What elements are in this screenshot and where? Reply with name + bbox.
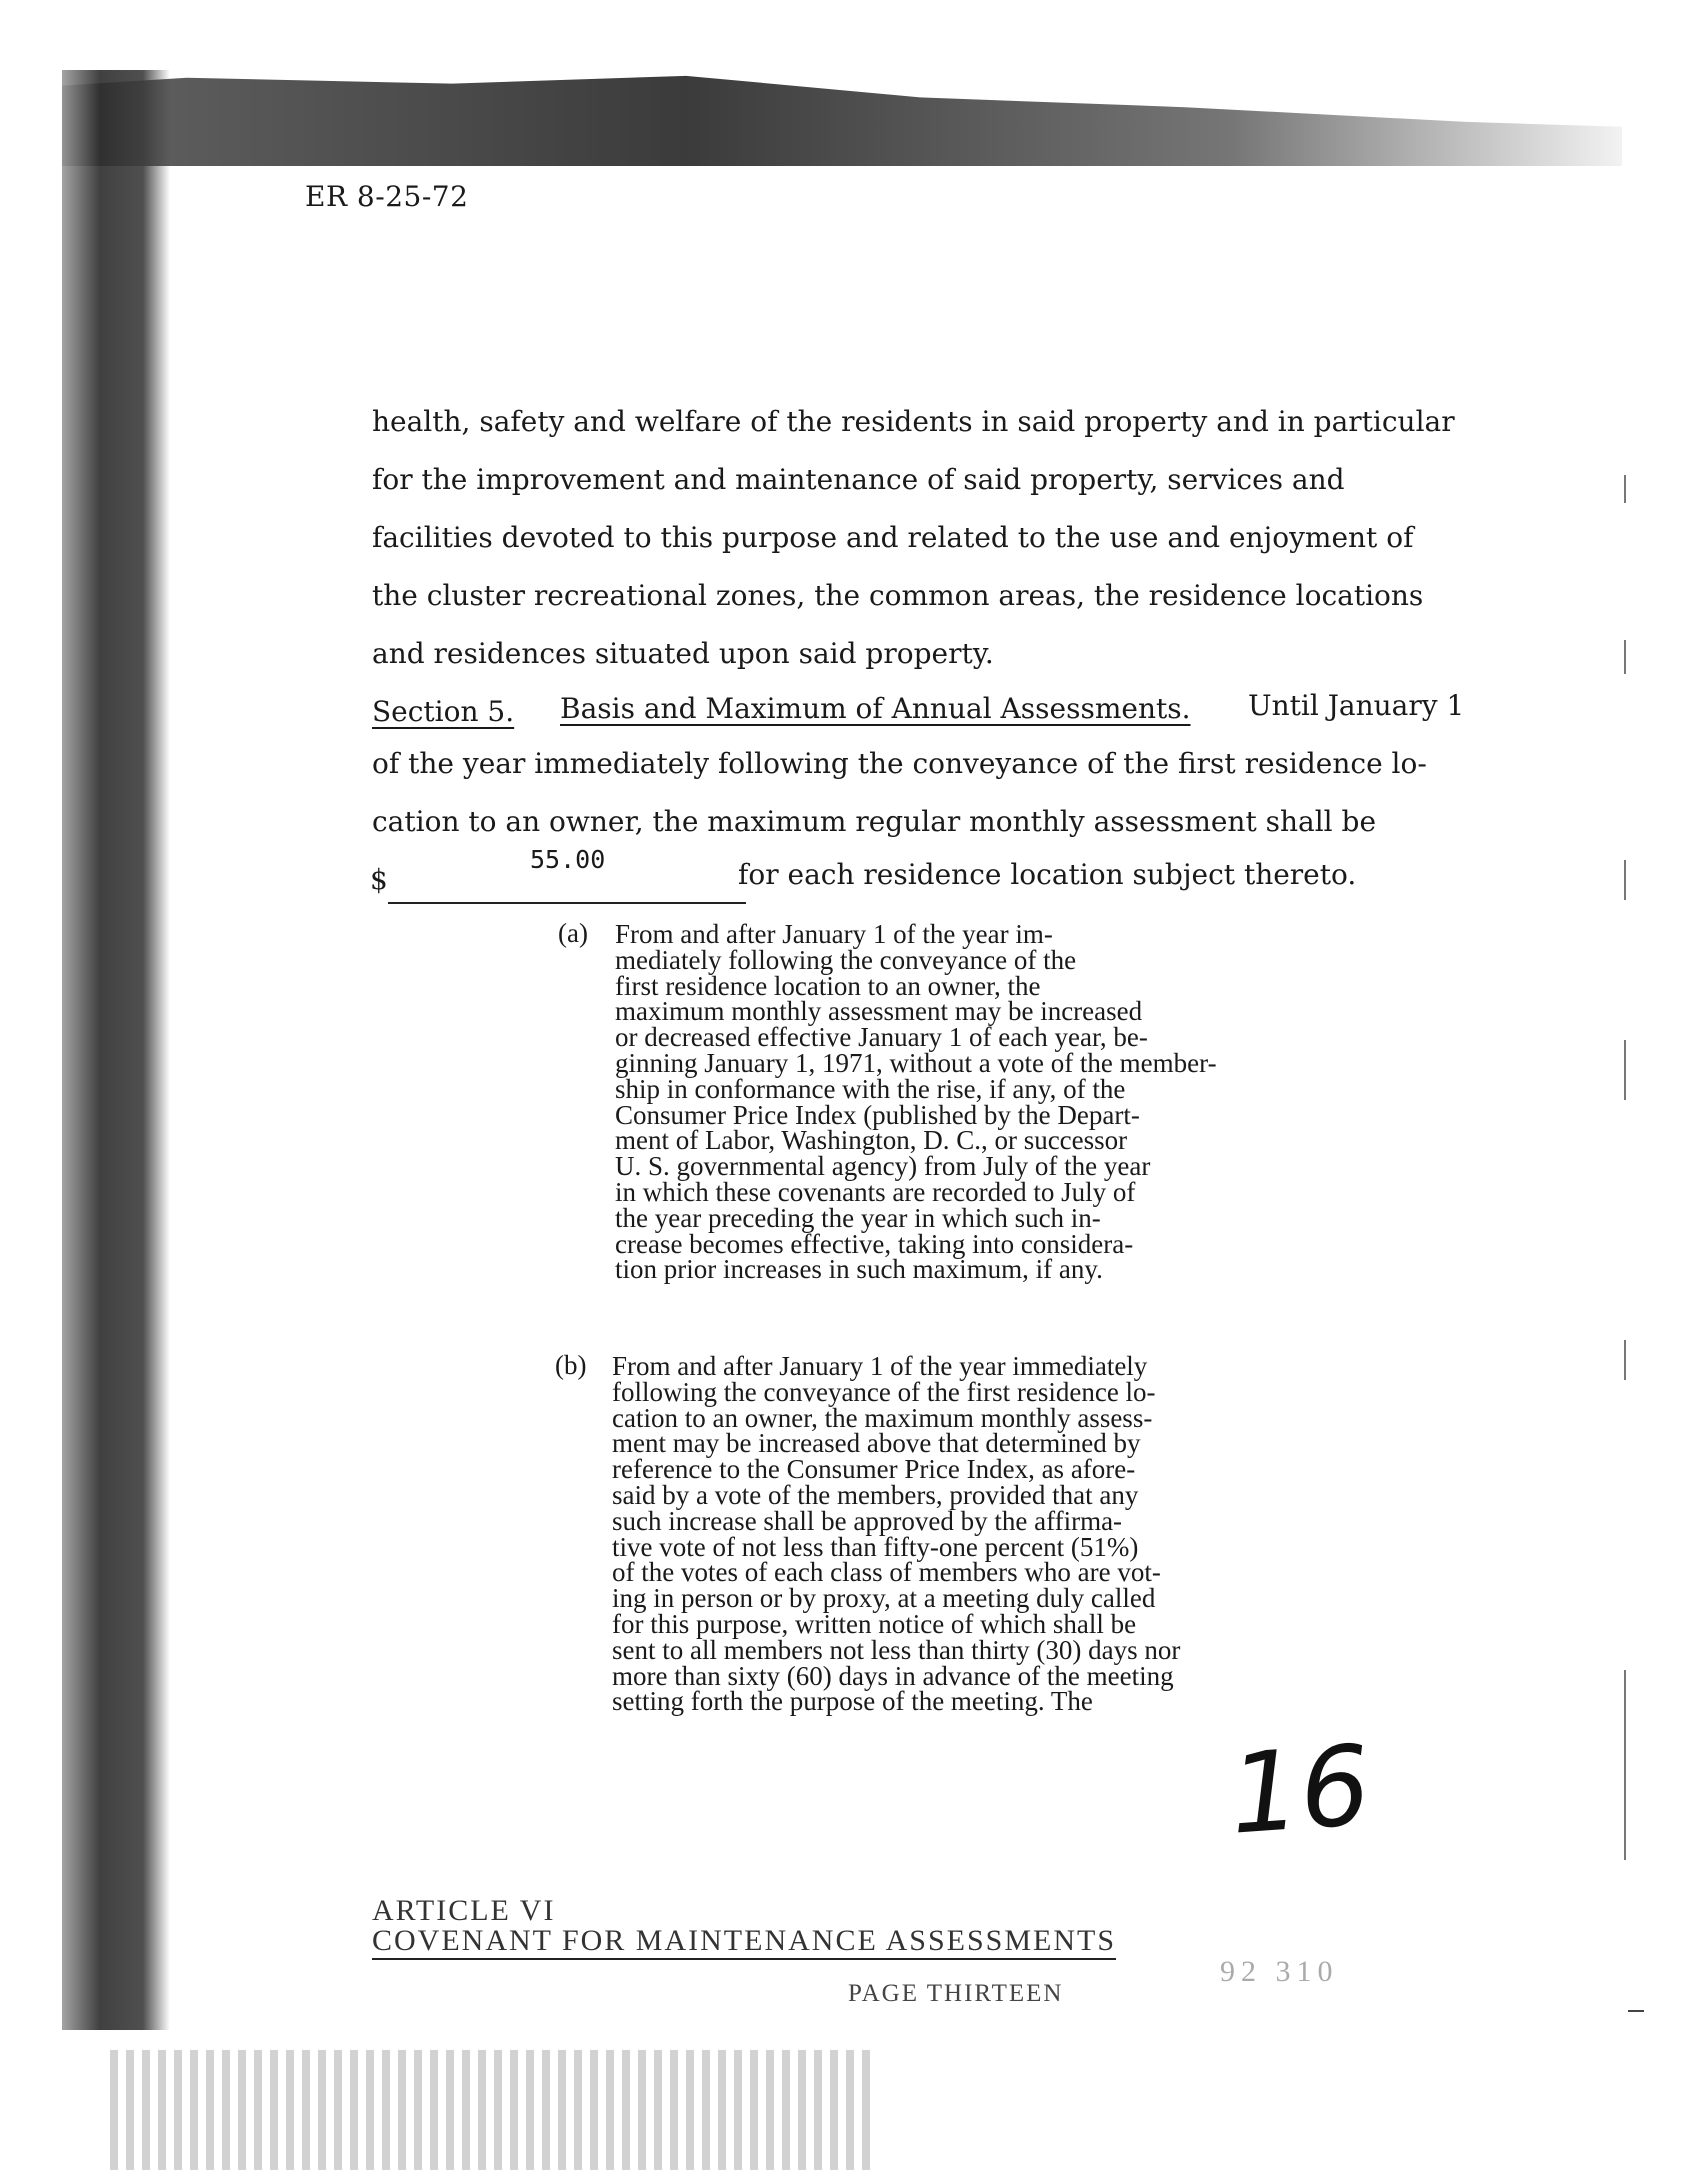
subsection-line: reference to the Consumer Price Index, as afore-: [612, 1454, 1136, 1485]
handwritten-page-number: 16: [1225, 1721, 1375, 1859]
body-line: and residences situated upon said property.: [372, 637, 994, 670]
margin-mark: [1624, 475, 1626, 503]
subsection-line: From and after January 1 of the year immediately: [612, 1351, 1148, 1381]
section-title: Basis and Maximum of Annual Assessments.: [560, 692, 1191, 725]
subsection-line: more than sixty (60) days in advance of the meeting: [612, 1660, 1174, 1691]
subsection-line: or decreased effective January 1 of each year, be-: [615, 1022, 1148, 1053]
subsection-line: tion prior increases in such maximum, if any.: [615, 1254, 1103, 1285]
subsection-line: for this purpose, written notice of which shall be: [612, 1608, 1137, 1639]
subsection-line: setting forth the purpose of the meeting. The: [612, 1686, 1093, 1717]
section-line: of the year immediately following the conveyance of the first residence lo-: [372, 747, 1427, 780]
scan-artifact-left: [62, 70, 170, 2030]
scan-artifact-bottom: [110, 2050, 870, 2170]
subsection-line: crease becomes effective, taking into considera-: [615, 1228, 1134, 1259]
subsection-b-label: (b): [555, 1350, 587, 1380]
subsection-line: sent to all members not less than thirty (30) days nor: [612, 1634, 1181, 1665]
page-label: PAGE THIRTEEN: [848, 1980, 1064, 2007]
subsection-line: in which these covenants are recorded to July of: [615, 1176, 1136, 1207]
margin-mark: [1624, 1040, 1626, 1100]
subsection-line: ment may be increased above that determined by: [612, 1428, 1141, 1459]
subsection-line: tive vote of not less than fifty-one percent (51%): [612, 1531, 1139, 1562]
subsection-line: following the conveyance of the first residence lo-: [612, 1376, 1156, 1407]
subsection-line: Consumer Price Index (published by the Depart-: [615, 1099, 1140, 1130]
scan-artifact-top: [62, 68, 1622, 166]
margin-mark: [1628, 2010, 1644, 2012]
subsection-a-label: (a): [558, 918, 588, 948]
assessment-amount: 55.00: [530, 845, 606, 874]
section-after-blank: for each residence location subject thereto.: [738, 858, 1357, 891]
subsection-line: ing in person or by proxy, at a meeting duly called: [612, 1583, 1156, 1614]
body-line: facilities devoted to this purpose and related to the use and enjoyment of: [372, 521, 1414, 554]
subsection-line: first residence location to an owner, the: [615, 970, 1041, 1001]
subsection-a-text: [615, 919, 1217, 1285]
subsection-line: ment of Labor, Washington, D. C., or successor: [615, 1125, 1128, 1156]
subsection-line: ginning January 1, 1971, without a vote of the member-: [615, 1047, 1217, 1078]
section-label: Section 5.: [372, 695, 515, 728]
document-id: ER 8-25-72: [305, 180, 469, 213]
subsection-line: U. S. governmental agency) from July of the year: [615, 1151, 1151, 1182]
margin-mark: [1624, 1670, 1626, 1860]
article-number: ARTICLE VI: [372, 1894, 556, 1927]
margin-mark: [1624, 1340, 1626, 1380]
section-line: cation to an owner, the maximum regular monthly assessment shall be: [372, 805, 1377, 838]
subsection-line: From and after January 1 of the year im-: [615, 919, 1053, 949]
currency-symbol: $: [370, 863, 388, 896]
subsection-line: said by a vote of the members, provided that any: [612, 1479, 1139, 1510]
subsection-line: of the votes of each class of members who are vot-: [612, 1557, 1161, 1588]
body-line: health, safety and welfare of the residents in said property and in particular: [372, 405, 1455, 438]
amount-blank-line: [388, 902, 746, 904]
subsection-line: the year preceding the year in which such in-: [615, 1202, 1101, 1233]
article-title: COVENANT FOR MAINTENANCE ASSESSMENTS: [372, 1926, 1116, 1960]
subsection-line: maximum monthly assessment may be increased: [615, 996, 1143, 1027]
subsection-line: such increase shall be approved by the affirma-: [612, 1505, 1123, 1536]
subsection-line: ship in conformance with the rise, if any, of the: [615, 1073, 1126, 1104]
subsection-line: mediately following the conveyance of the: [615, 944, 1077, 975]
subsection-b-text: [612, 1351, 1181, 1717]
body-line: for the improvement and maintenance of said property, services and: [372, 463, 1345, 496]
subsection-line: cation to an owner, the maximum monthly assess-: [612, 1402, 1153, 1433]
body-line: the cluster recreational zones, the common areas, the residence locations: [372, 579, 1424, 612]
footer-article: [372, 1896, 1116, 1960]
margin-mark: [1624, 860, 1626, 900]
section-lead: Until January 1: [1248, 689, 1465, 722]
margin-mark: [1624, 640, 1626, 674]
document-stamp: 92 310: [1220, 1955, 1339, 1988]
